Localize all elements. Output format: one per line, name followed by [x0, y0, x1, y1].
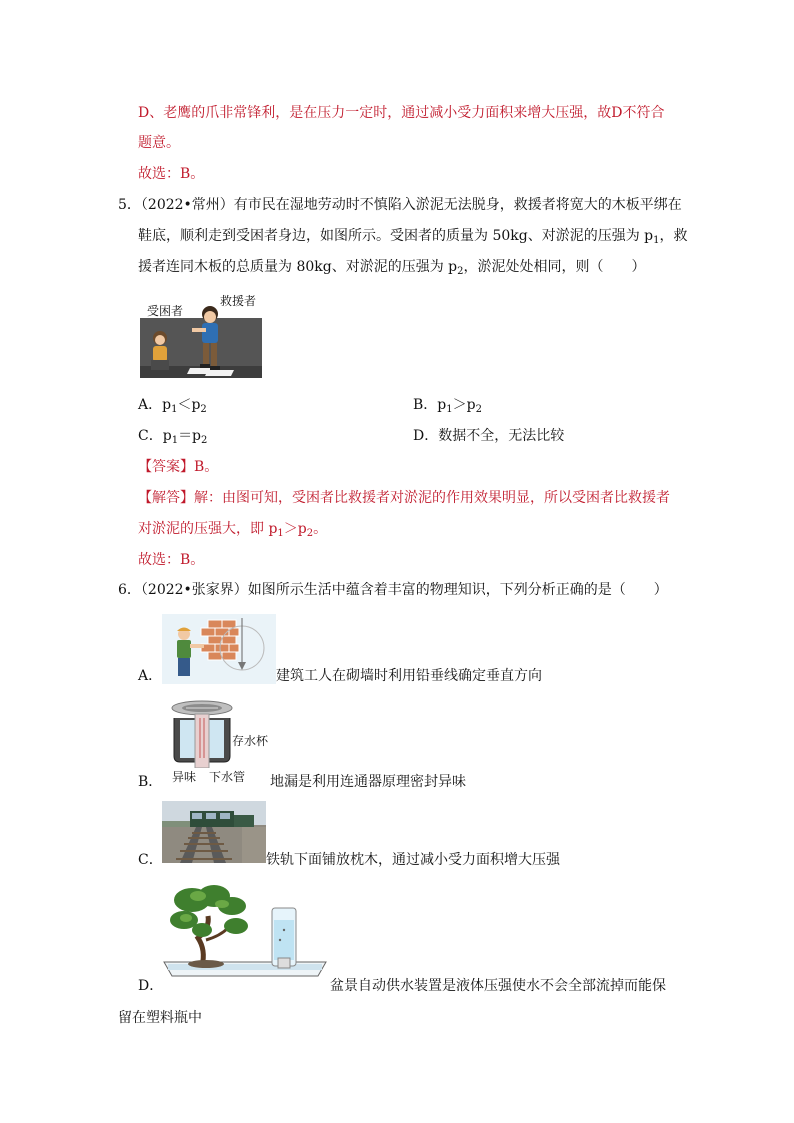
- q5-stem-line3: 援者连同木板的总质量为 80kg、对淤泥的压强为 $p_2$，淤泥处处相同，则（ ）: [138, 259, 646, 277]
- q5-option-a: A．$p_1<p_2$: [138, 397, 207, 415]
- q5-option-b: B．$p_1>p_2$: [413, 397, 482, 415]
- q5-analysis-line1: 【解答】解：由图可知，受困者比救援者对淤泥的作用效果明显，所以受困者比救援者: [138, 490, 670, 506]
- q5-choice: 故选：B。: [138, 552, 205, 568]
- q5-answer: 【答案】B。: [138, 459, 219, 475]
- q6-d-label: D．: [138, 978, 164, 994]
- q6-b-text: 地漏是利用连通器原理密封异味: [270, 774, 466, 790]
- prev-solution-line2: 题意。: [138, 135, 180, 151]
- q6-c-text: 铁轨下面铺放枕木，通过减小受力面积增大压强: [266, 852, 560, 868]
- q6-a-text: 建筑工人在砌墙时利用铅垂线确定垂直方向: [276, 668, 542, 684]
- q6-d-text-line1: 盆景自动供水装置是液体压强使水不会全部流掉而能保: [330, 978, 666, 994]
- q6-a-bricklayer-figure: [162, 614, 276, 684]
- q6-a-label: A．: [138, 668, 163, 684]
- q6-b-caption-pipe: 下水管: [209, 770, 246, 784]
- q5-option-c: C．$p_1=p_2$: [138, 428, 208, 446]
- q5-stem-line1: 5．（2022•常州）有市民在湿地劳动时不慎陷入淤泥无法脱身，救援者将宽大的木板平绑在: [118, 197, 682, 213]
- prev-solution-line1: D、老鹰的爪非常锋利，是在压力一定时，通过减小受力面积来增大压强，故D不符合: [138, 105, 665, 121]
- prev-choice: 故选：B。: [138, 166, 205, 182]
- q6-b-caption-cup: 存水杯: [232, 734, 269, 748]
- q5-option-d: D．数据不全，无法比较: [413, 428, 565, 444]
- q6-b-floor-drain-figure: [162, 698, 242, 768]
- q5-analysis-line2: 对淤泥的压强大，即 $p_1>p_2$。: [138, 521, 328, 539]
- q5-label-trapped: 受困者: [147, 304, 184, 318]
- q6-c-label: C．: [138, 852, 163, 868]
- q5-label-rescuer: 救援者: [220, 294, 257, 308]
- q6-stem: 6．（2022•张家界）如图所示生活中蕴含着丰富的物理知识，下列分析正确的是（ ）: [118, 582, 668, 598]
- q6-d-bonsai-figure: [162, 880, 328, 978]
- q6-b-label: B．: [138, 774, 163, 790]
- q6-d-text-line2: 留在塑料瓶中: [118, 1010, 202, 1026]
- q5-stem-line2: 鞋底，顺利走到受困者身边，如图所示。受困者的质量为 50kg、对淤泥的压强为 $p_1$，救: [138, 228, 688, 246]
- q6-b-caption-odor: 异味: [172, 770, 197, 784]
- q6-c-railway-figure: [162, 801, 266, 863]
